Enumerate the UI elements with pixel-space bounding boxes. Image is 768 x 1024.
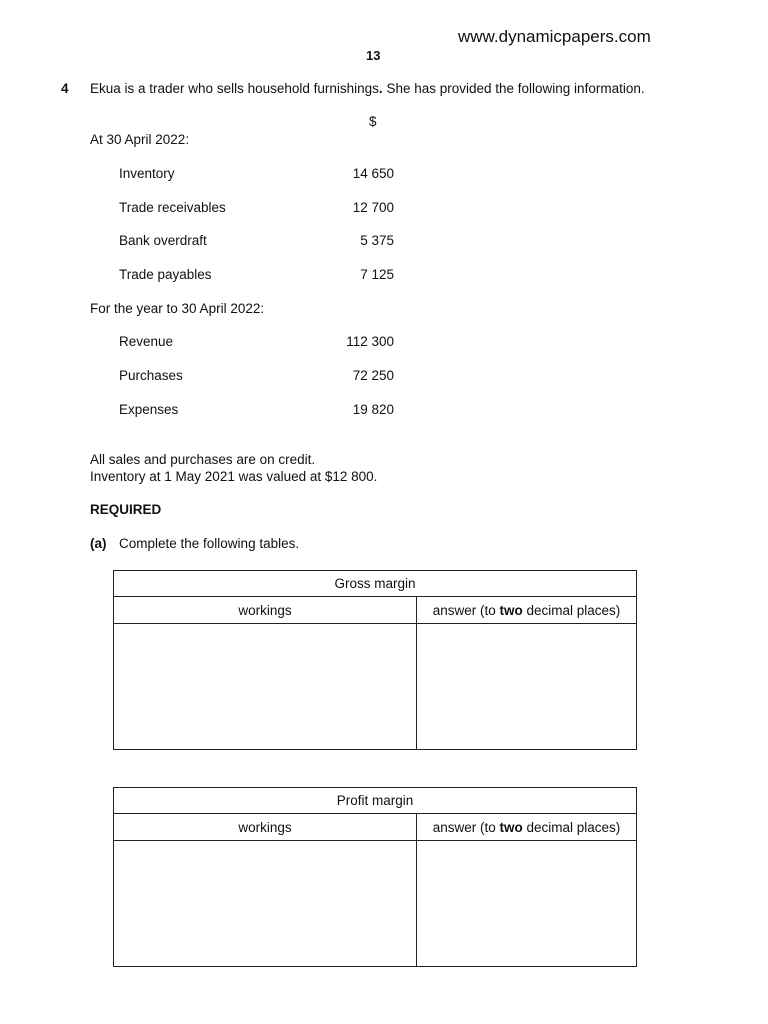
- item-value-trade-payables: 7 125: [360, 267, 394, 282]
- item-value-purchases: 72 250: [352, 368, 394, 383]
- gross-margin-table: [113, 570, 637, 750]
- note-credit: All sales and purchases are on credit.: [90, 452, 316, 467]
- gross-margin-workings-header: workings: [114, 597, 417, 624]
- gross-margin-answer-cell[interactable]: [417, 624, 637, 750]
- item-label-inventory: Inventory: [119, 166, 175, 181]
- profit-margin-workings-cell[interactable]: [114, 841, 417, 967]
- question-intro: Ekua is a trader who sells household furnishings. She has provided the following information.: [90, 81, 645, 96]
- part-a-instruction: Complete the following tables.: [119, 536, 300, 551]
- section-heading-year: For the year to 30 April 2022:: [90, 301, 265, 316]
- item-label-purchases: Purchases: [119, 368, 183, 383]
- profit-margin-title: Profit margin: [114, 788, 637, 814]
- item-label-expenses: Expenses: [119, 402, 179, 417]
- page-number: 13: [366, 48, 381, 63]
- profit-margin-answer-header: answer (to two decimal places): [417, 814, 637, 841]
- item-label-bank-overdraft: Bank overdraft: [119, 233, 207, 248]
- website-url[interactable]: www.dynamicpapers.com: [458, 27, 651, 46]
- item-value-expenses: 19 820: [352, 402, 394, 417]
- item-label-revenue: Revenue: [119, 334, 174, 349]
- item-value-trade-receivables: 12 700: [352, 200, 394, 215]
- item-value-revenue: 112 300: [346, 334, 394, 349]
- part-a-label: (a): [90, 536, 107, 551]
- question-number: 4: [61, 81, 69, 96]
- profit-margin-table: [113, 787, 637, 967]
- required-heading: REQUIRED: [90, 502, 162, 517]
- section-heading-balances: At 30 April 2022:: [90, 132, 190, 147]
- profit-margin-answer-cell[interactable]: [417, 841, 637, 967]
- profit-margin-workings-header: workings: [114, 814, 417, 841]
- note-opening-inventory: Inventory at 1 May 2021 was valued at $12 800.: [90, 469, 378, 484]
- currency-column-header: $: [369, 114, 377, 129]
- gross-margin-workings-cell[interactable]: [114, 624, 417, 750]
- gross-margin-answer-header: answer (to two decimal places): [417, 597, 637, 624]
- item-label-trade-receivables: Trade receivables: [119, 200, 226, 215]
- item-label-trade-payables: Trade payables: [119, 267, 212, 282]
- item-value-bank-overdraft: 5 375: [360, 233, 394, 248]
- item-value-inventory: 14 650: [352, 166, 394, 181]
- gross-margin-title: Gross margin: [114, 571, 637, 597]
